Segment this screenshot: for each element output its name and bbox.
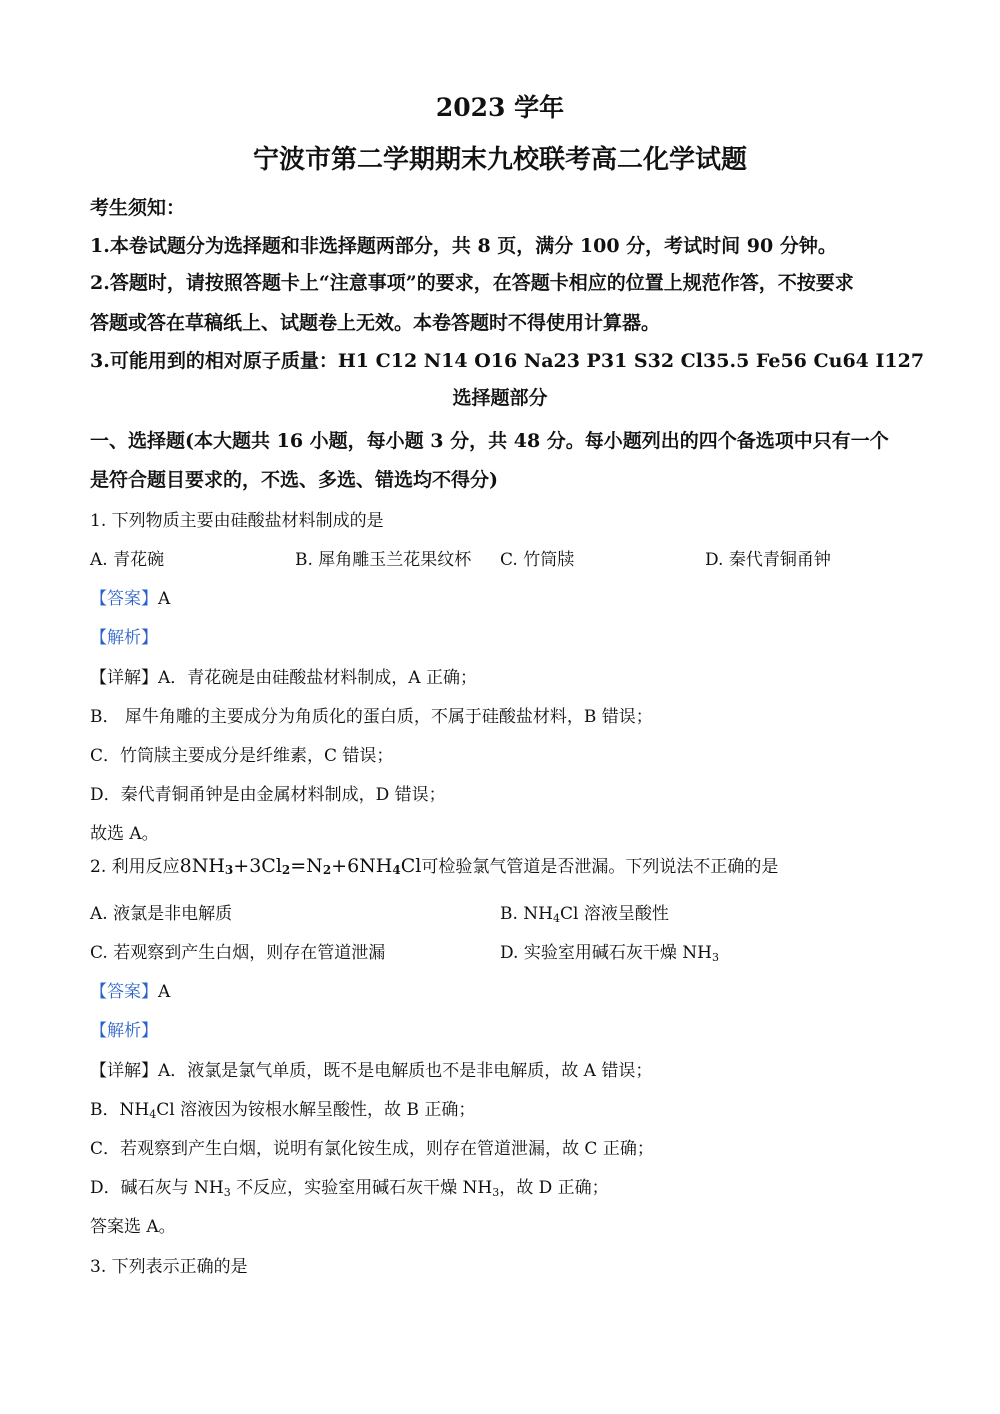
section-title: 选择题部分 [452, 387, 548, 409]
q2-detail-b-post: Cl 溶液因为铵根水解呈酸性，故 B 正确； [156, 1100, 476, 1120]
q1-conclusion: 故选 A。 [90, 824, 159, 844]
q2-answer-value: A [158, 982, 171, 1002]
eq-term: =N [290, 855, 323, 877]
q3-stem: 3. 下列表示正确的是 [90, 1257, 248, 1277]
q2-detail-d [90, 1173, 609, 1198]
q2-analysis-tag: 【解析】 [90, 1021, 158, 1041]
detail-tag: 【详解】 [90, 1061, 158, 1081]
detail-tag: 【详解】 [90, 668, 158, 688]
q1-answer [90, 584, 170, 609]
q1-detail-a-text: A．青花碗是由硅酸盐材料制成，A 正确； [158, 668, 477, 688]
eq-sub: 4 [392, 863, 401, 877]
q2-option-c: C. 若观察到产生白烟，则存在管道泄漏 [90, 943, 386, 963]
q2-answer [90, 977, 170, 1002]
answer-tag: 【答案】 [90, 982, 158, 1002]
q2-detail-d-mid: 不反应，实验室用碱石灰干燥 NH [230, 1178, 493, 1198]
q1-answer-value: A [158, 589, 171, 609]
eq-sub: 2 [322, 863, 332, 877]
q2-option-b-sub: 4 [553, 912, 561, 925]
section-desc-line-2: 是符合题目要求的，不选、多选、错选均不得分) [90, 469, 498, 491]
q1-detail-d: D．秦代青铜甬钟是由金属材料制成，D 错误； [90, 785, 446, 805]
q2-detail-d-pre: D．碱石灰与 NH [90, 1178, 224, 1198]
notice-item-1: 1.本卷试题分为选择题和非选择题两部分，共 8 页，满分 100 分，考试时间 90 分钟。 [90, 235, 837, 257]
q2-stem-suffix: 可检验氯气管道是否泄漏。下列说法不正确的是 [421, 857, 779, 877]
eq-term: +6NH [331, 855, 393, 877]
section-desc-line-1: 一、选择题(本大题共 16 小题，每小题 3 分，共 48 分。每小题列出的四个备选项中只有一个 [90, 430, 889, 452]
q1-option-b: B. 犀角雕玉兰花果纹杯 [295, 550, 472, 570]
q1-option-d: D. 秦代青铜甬钟 [705, 550, 831, 570]
q2-detail-d-sub: 3 [492, 1186, 500, 1199]
notice-item-2-line-2: 答题或答在草稿纸上、试题卷上无效。本卷答题时不得使用计算器。 [90, 312, 661, 334]
eq-term: 8NH [179, 855, 225, 877]
exam-title: 宁波市第二学期期末九校联考高二化学试题 [252, 145, 747, 175]
q2-detail-d-post: ，故 D 正确； [499, 1178, 609, 1198]
q2-option-b [500, 899, 669, 924]
q2-detail-c: C．若观察到产生白烟，说明有氯化铵生成，则存在管道泄漏，故 C 正确； [90, 1139, 654, 1159]
q1-detail-a [90, 663, 477, 688]
exam-year: 2023 学年 [435, 93, 565, 122]
eq-sub: 2 [281, 863, 291, 877]
q1-analysis-tag: 【解析】 [90, 628, 158, 648]
q1-option-a: A. 青花碗 [90, 550, 165, 570]
q2-stem-prefix: 2. 利用反应 [90, 857, 180, 877]
q2-option-b-pre: B. NH [500, 904, 554, 924]
q2-detail-b-pre: B．NH [90, 1100, 150, 1120]
notice-item-3: 3.可能用到的相对原子质量：H1 C12 N14 O16 Na23 P31 S32 Cl35.5 Fe56 Cu64 I127 [90, 350, 925, 372]
q1-stem: 1. 下列物质主要由硅酸盐材料制成的是 [90, 511, 384, 531]
q2-option-d-pre: D. 实验室用碱石灰干燥 NH [500, 943, 712, 963]
q2-option-d [500, 938, 719, 963]
q2-detail-a-text: A．液氯是氯气单质，既不是电解质也不是非电解质，故 A 错误； [158, 1061, 653, 1081]
q2-conclusion: 答案选 A。 [90, 1217, 176, 1237]
q2-detail-b-sub: 4 [149, 1108, 157, 1121]
notice-item-2-line-1: 2.答题时，请按照答题卡上“注意事项”的要求，在答题卡相应的位置上规范作答，不按要求 [90, 272, 854, 294]
q1-detail-b: B． 犀牛角雕的主要成分为角质化的蛋白质，不属于硅酸盐材料，B 错误； [90, 707, 653, 727]
answer-tag: 【答案】 [90, 589, 158, 609]
q2-stem [90, 852, 778, 877]
q2-option-a: A. 液氯是非电解质 [90, 904, 233, 924]
q2-option-d-sub: 3 [711, 951, 719, 964]
q2-option-b-post: Cl 溶液呈酸性 [560, 904, 669, 924]
q2-equation [180, 855, 422, 877]
q1-option-c: C. 竹筒牍 [500, 550, 575, 570]
notice-heading: 考生须知： [90, 197, 186, 219]
eq-term: +3Cl [233, 855, 282, 877]
q2-detail-a [90, 1056, 652, 1081]
eq-sub: 3 [224, 863, 234, 877]
q2-detail-d-sub: 3 [223, 1186, 231, 1199]
q2-detail-b [90, 1095, 475, 1120]
eq-term: Cl [400, 855, 422, 877]
q1-detail-c: C．竹筒牍主要成分是纤维素，C 错误； [90, 746, 394, 766]
